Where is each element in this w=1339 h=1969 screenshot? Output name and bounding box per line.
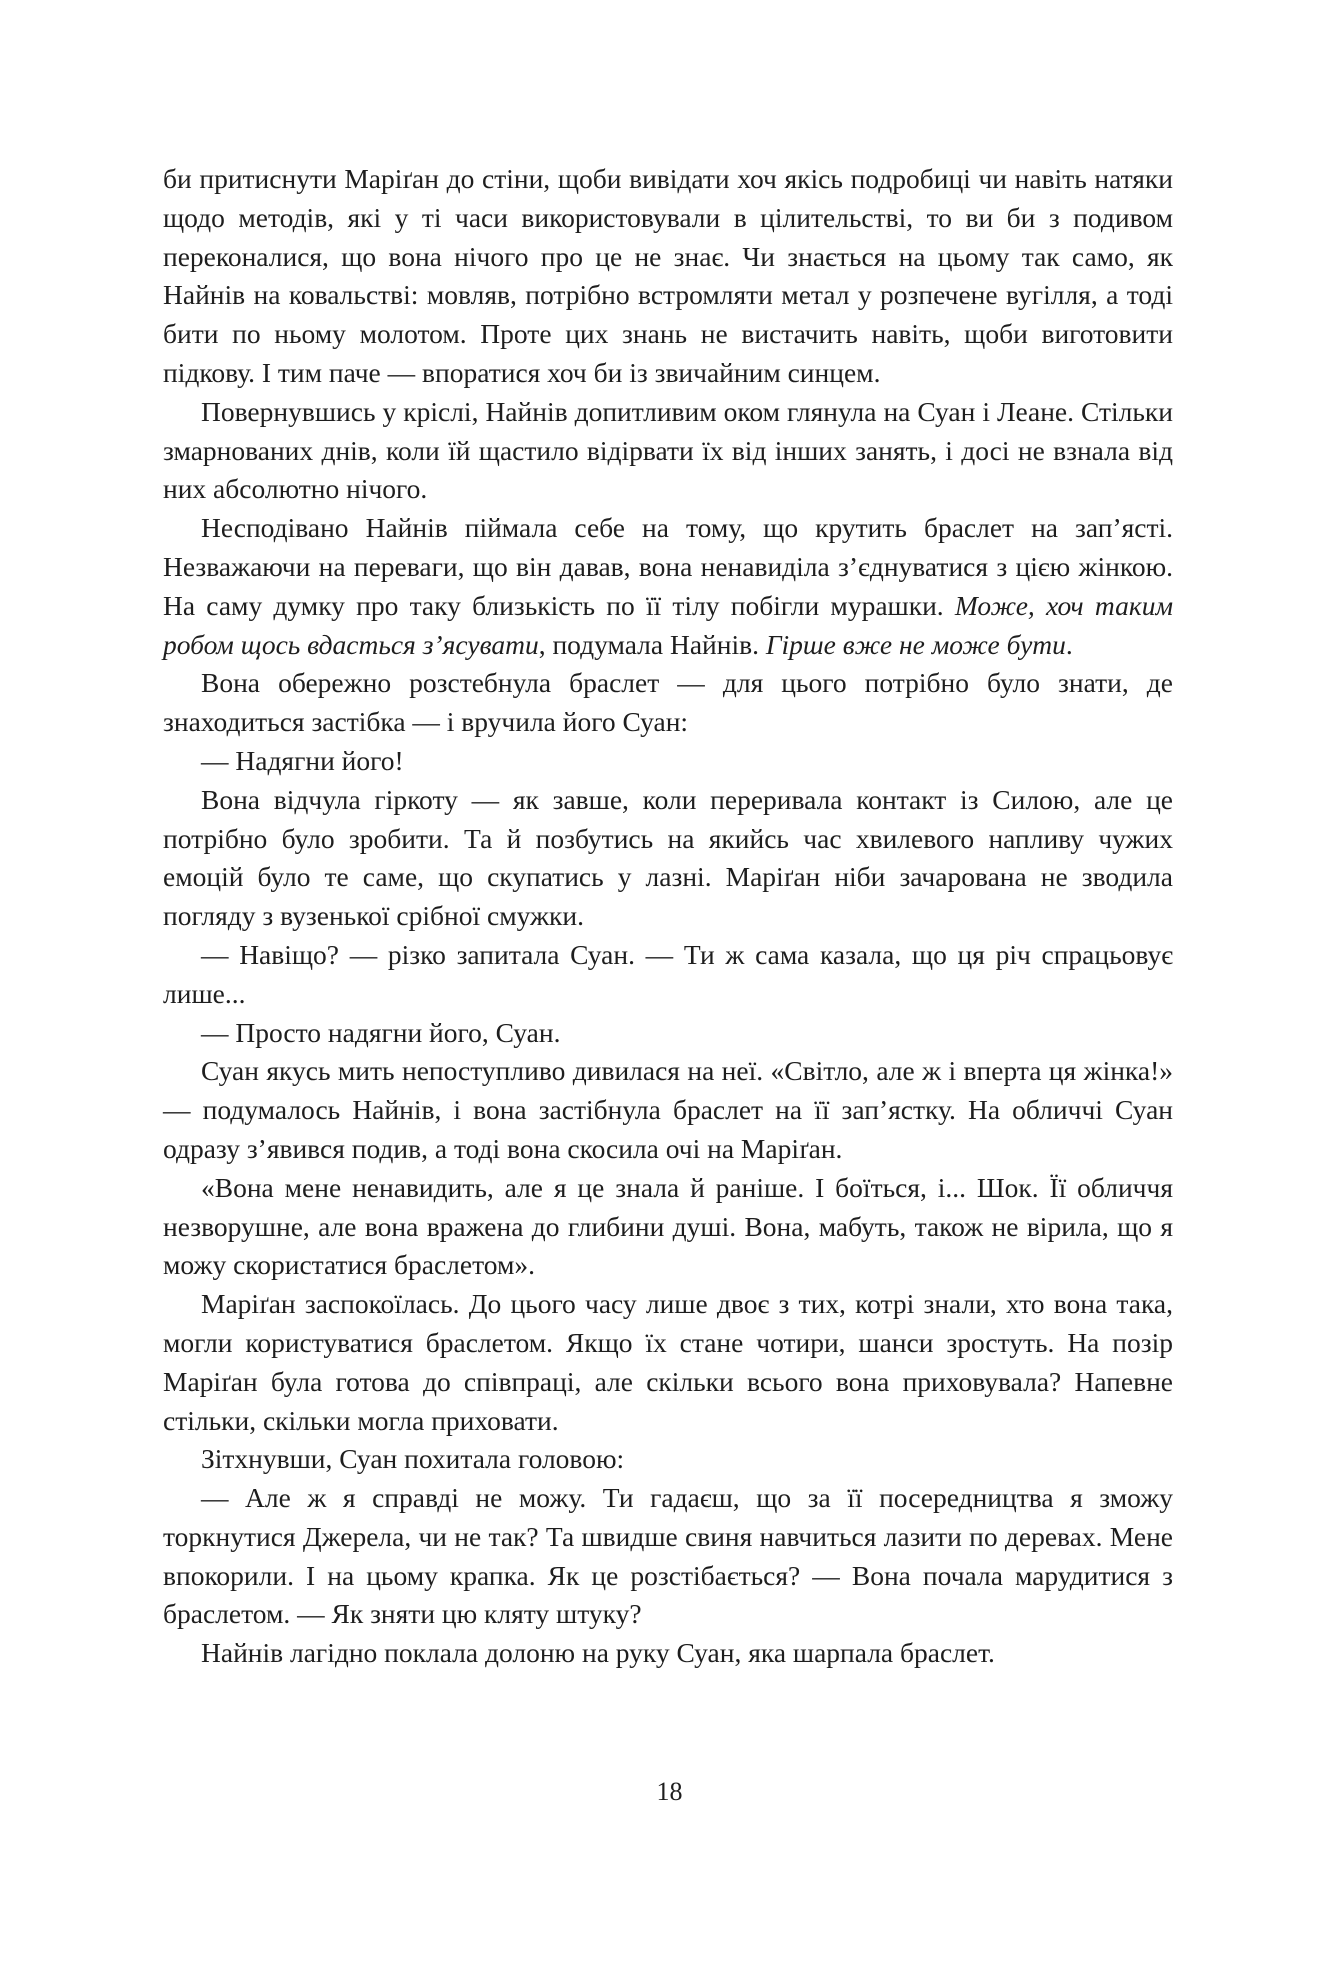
text-run: — Навіщо? — різко запитала Суан. — Ти ж сама казала, що ця річ спрацьовує лише... <box>163 938 1173 1009</box>
text-run: Несподівано Найнів піймала себе на тому, що крутить браслет на зап’ясті. Незважаючи на переваги, що він давав, вона ненавиділа з’єднуватися з цією жінкою. На саму думку про таку близькість по її тілу побігли мурашки. <box>163 512 1173 621</box>
text-run: Маріґан заспокоїлась. До цього часу лише двоє з тих, котрі знали, хто вона така, могли користуватися браслетом. Якщо їх стане чотири, шанси зростуть. На позір Маріґан була готова до співпраці, але скільки всього вона приховувала? Напевне стільки, скільки могла приховати. <box>163 1288 1173 1436</box>
paragraph <box>163 742 1173 781</box>
paragraph <box>163 781 1173 936</box>
book-page-body <box>163 160 1173 1673</box>
text-run: — Надягни його! <box>201 744 404 776</box>
paragraph <box>163 509 1173 664</box>
paragraph <box>163 1052 1173 1168</box>
text-run: Вона відчула гіркоту — як завше, коли переривала контакт із Силою, але це потрібно було зробити. Та й позбутись на якийсь час хвилевого напливу чужих емоцій було те саме, що скупатись у лазні. Маріґан ніби зачарована не зводила погляду з вузенької срібної смужки. <box>163 783 1173 932</box>
text-run: Суан якусь мить непоступливо дивилася на неї. «Світло, але ж і вперта ця жінка!» — подумалось Найнів, і вона застібнула браслет на її зап’ястку. На обличчі Суан одразу з’явився подив, а тоді вона скосила очі на Маріґан. <box>163 1055 1173 1164</box>
text-run: — Але ж я справді не можу. Ти гадаєш, що за її посередництва я зможу торкнутися Джерела, чи не так? Та швидше свиня навчиться лазити по деревах. Мене впокорили. І на цьому крапка. Як це розстібається? — Вона почала марудитися з браслетом. — Як зняти цю кляту штуку? <box>163 1482 1173 1630</box>
paragraph <box>163 1479 1173 1634</box>
text-run: Найнів лагідно поклала долоню на руку Суан, яка шарпала браслет. <box>201 1637 995 1669</box>
paragraph <box>163 664 1173 742</box>
text-run: би притиснути Маріґан до стіни, щоби вивідати хоч якісь подробиці чи навіть натяки щодо методів, які у ті часи використовували в цілительстві, то ви би з подивом переконалися, що вона нічого про це не знає. Чи знається на цьому так само, як Найнів на ковальстві: мовляв, потрібно встромляти метал у розпечене вугілля, а тоді бити по ньому молотом. Проте цих знань не вистачить навіть, щоби виготовити підкову. І тим паче — впоратися хоч би із звичайним синцем. <box>163 163 1173 388</box>
paragraph <box>163 1285 1173 1440</box>
paragraph <box>163 393 1173 509</box>
paragraph <box>163 1014 1173 1053</box>
paragraph <box>163 1634 1173 1673</box>
page-number: 18 <box>656 1777 683 1806</box>
text-run: , подумала Найнів. <box>538 628 766 660</box>
text-run: Повернувшись у кріслі, Найнів допитливим оком глянула на Суан і Леане. Стільки змарнованих днів, коли їй щастило відірвати їх від інших занять, і досі не взнала від них абсолютно нічого. <box>163 395 1173 505</box>
text-run: «Вона мене ненавидить, але я це знала й раніше. І боїться, і... Шок. Її обличчя незворушне, але вона вражена до глибини душі. Вона, мабуть, також не вірила, що я можу скористатися браслетом». <box>163 1171 1173 1281</box>
paragraph <box>163 1169 1173 1285</box>
text-run: Вона обережно розстебнула браслет — для цього потрібно було знати, де знаходиться застібка — і вручила його Суан: <box>163 667 1173 738</box>
text-run: Зітхнувши, Суан похитала головою: <box>201 1443 625 1475</box>
italic-text: Може, хоч таким робом щось вдасться з’ясувати <box>163 589 1174 660</box>
paragraph <box>163 1440 1173 1479</box>
paragraph <box>163 936 1173 1014</box>
paragraph <box>163 160 1173 393</box>
italic-text: Гірше вже не може бути <box>765 628 1066 660</box>
text-run: . <box>1065 628 1073 660</box>
text-run: — Просто надягни його, Суан. <box>201 1016 561 1048</box>
